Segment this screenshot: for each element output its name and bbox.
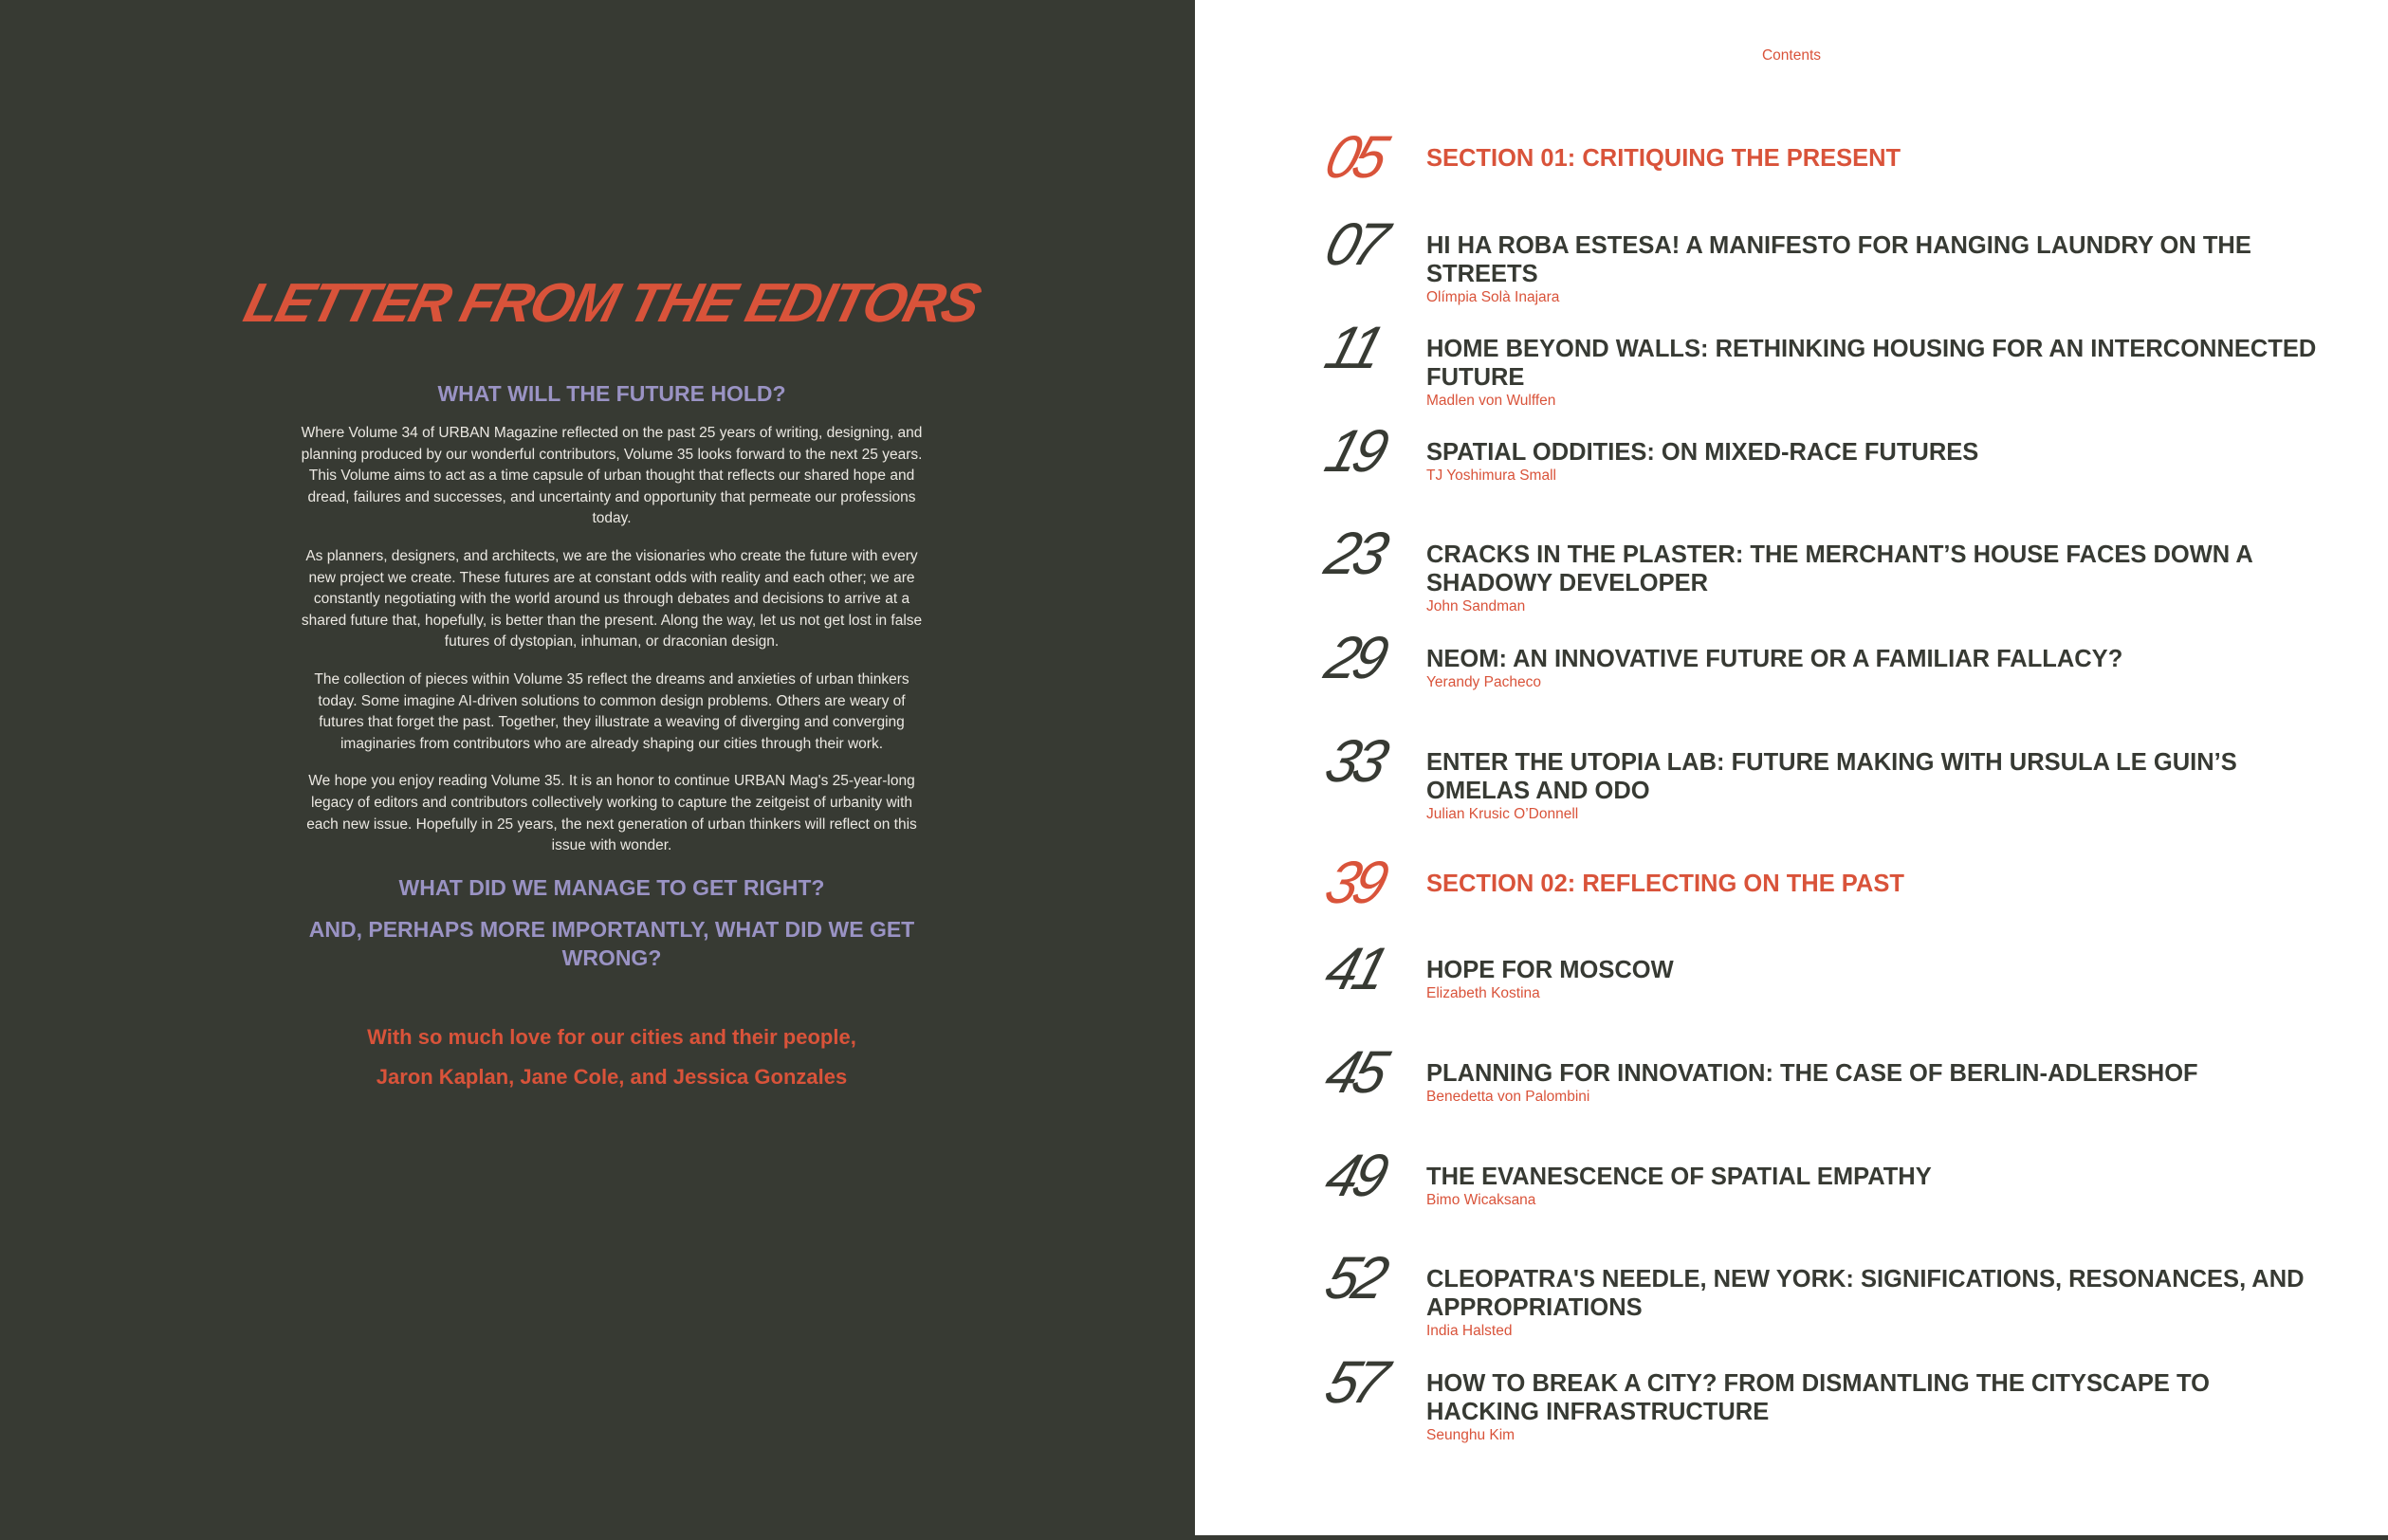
toc-page-number-text: 05 — [1318, 123, 1391, 191]
toc-author: Madlen von Wulffen — [1426, 393, 1556, 409]
toc-title: CLEOPATRA'S NEEDLE, NEW YORK: SIGNIFICATIONS, RESONANCES, AND APPROPRIATIONS — [1426, 1266, 2305, 1321]
toc-page-number — [1318, 123, 1422, 191]
toc-text — [1426, 335, 2318, 411]
letter-paragraph: As planners, designers, and architects, we are the visionaries who create the future with every new project we create. These futures are at constant odds with reality and each other; we are constantly negotiating with the world around us through debates and decisions to arrive at a shared future that, hopefully, is better than the present. Along the way, let us not get lost in false futures of dystopian, inhuman, or draconian design. — [301, 547, 923, 651]
letter-title: LETTER FROM THE EDITORS — [238, 272, 985, 334]
contents-page — [1195, 0, 2388, 1540]
toc-text — [1426, 645, 2318, 692]
toc-author: Benedetta von Palombini — [1426, 1089, 1590, 1105]
toc-text — [1426, 231, 2318, 307]
letter-editors: Jaron Kaplan, Jane Cole, and Jessica Gonzales — [376, 1064, 848, 1089]
toc-author: TJ Yoshimura Small — [1426, 468, 1556, 484]
toc-page-number-text: 52 — [1318, 1244, 1391, 1311]
toc-title: HI HA ROBA ESTESA! A MANIFESTO FOR HANGING LAUNDRY ON THE STREETS — [1426, 232, 2251, 287]
toc-page-number-text: 33 — [1318, 727, 1391, 795]
toc-page-number-text: 19 — [1318, 417, 1391, 485]
toc-text — [1426, 1369, 2318, 1445]
toc-author: Seunghu Kim — [1426, 1427, 1515, 1443]
toc-page-number-text: 23 — [1318, 520, 1391, 587]
toc-page-number — [1318, 1348, 1422, 1416]
toc-title: PLANNING FOR INNOVATION: THE CASE OF BERLIN-ADLERSHOF — [1426, 1060, 2198, 1087]
toc-page-number — [1318, 849, 1422, 916]
toc-title: SECTION 01: CRITIQUING THE PRESENT — [1426, 145, 1901, 172]
toc-page-number-text: 07 — [1318, 211, 1391, 278]
toc-author: Olímpia Solà Inajara — [1426, 289, 1560, 305]
toc-text — [1426, 1265, 2318, 1341]
toc-page-number — [1318, 1038, 1422, 1106]
letter-paragraph: Where Volume 34 of URBAN Magazine reflected on the past 25 years of writing, designing, and planning produced by our wonderful contributors, Volume 35 looks forward to the next 25 years. This Volume aims to act as a time capsule of urban thought that reflects our shared hope and dread, failures and successes, and uncertainty and opportunity that permeate our professions today. — [301, 425, 923, 527]
toc-text — [1426, 1059, 2318, 1107]
toc-text — [1426, 870, 2318, 898]
question-future: WHAT WILL THE FUTURE HOLD? — [437, 381, 786, 406]
question-wrong: AND, PERHAPS MORE IMPORTANTLY, WHAT DID WE GET WRONG? — [308, 916, 915, 970]
toc-title: SECTION 02: REFLECTING ON THE PAST — [1426, 871, 1904, 897]
toc-page-number-text: 57 — [1318, 1348, 1391, 1416]
letter-signoff: With so much love for our cities and their people, — [367, 1024, 856, 1049]
toc-page-number — [1318, 211, 1422, 278]
toc-page-number-text: 45 — [1318, 1038, 1391, 1106]
letter-body — [294, 379, 929, 1097]
toc-author: Bimo Wicaksana — [1426, 1192, 1536, 1208]
toc-text — [1426, 1163, 2318, 1210]
toc-title: HOPE FOR MOSCOW — [1426, 957, 1674, 983]
toc-author: India Halsted — [1426, 1323, 1513, 1339]
letter-paragraph: We hope you enjoy reading Volume 35. It is an honor to continue URBAN Mag's 25-year-long legacy of editors and contributors collectively working to capture the zeitgeist of urbanity with each new issue. Hopefully in 25 years, the next generation of urban thinkers will reflect on this issue with wonder. — [306, 773, 917, 854]
toc-author: Elizabeth Kostina — [1426, 985, 1540, 1001]
toc-page-number — [1318, 1244, 1422, 1311]
toc-author: John Sandman — [1426, 598, 1526, 614]
toc-title: HOME BEYOND WALLS: RETHINKING HOUSING FOR AN INTERCONNECTED FUTURE — [1426, 336, 2317, 391]
toc-page-number — [1318, 520, 1422, 587]
toc-title: ENTER THE UTOPIA LAB: FUTURE MAKING WITH URSULA LE GUIN’S OMELAS AND ODO — [1426, 749, 2237, 804]
toc-page-number — [1318, 1142, 1422, 1209]
toc-author: Yerandy Pacheco — [1426, 674, 1541, 690]
toc-text — [1426, 438, 2318, 486]
toc-page-number — [1318, 314, 1422, 381]
toc-title: THE EVANESCENCE OF SPATIAL EMPATHY — [1426, 1164, 1932, 1190]
toc-text — [1426, 541, 2318, 616]
toc-author: Julian Krusic O’Donnell — [1426, 806, 1579, 822]
toc-title: HOW TO BREAK A CITY? FROM DISMANTLING THE CITYSCAPE TO HACKING INFRASTRUCTURE — [1426, 1370, 2210, 1425]
toc-page-number — [1318, 935, 1422, 1002]
question-right: WHAT DID WE MANAGE TO GET RIGHT? — [398, 874, 825, 900]
toc-title: SPATIAL ODDITIES: ON MIXED-RACE FUTURES — [1426, 439, 1979, 466]
letter-paragraph: The collection of pieces within Volume 35 reflect the dreams and anxieties of urban thinkers today. Some imagine AI-driven solutions to common design problems. Others are weary of futures that forget the past. Together, they illustrate a weaving of diverging and converging imaginaries from contributors who are already shaping our cities through their work. — [314, 670, 909, 752]
toc-title: CRACKS IN THE PLASTER: THE MERCHANT’S HOUSE FACES DOWN A SHADOWY DEVELOPER — [1426, 541, 2252, 596]
toc-page-number — [1318, 417, 1422, 485]
toc-page-number-text: 49 — [1318, 1142, 1391, 1209]
toc-text — [1426, 956, 2318, 1003]
toc-text — [1426, 748, 2318, 824]
toc-page-number — [1318, 624, 1422, 691]
contents-label: Contents — [1761, 47, 1822, 64]
toc-title: NEOM: AN INNOVATIVE FUTURE OR A FAMILIAR FALLACY? — [1426, 646, 2123, 672]
toc-page-number-text: 29 — [1318, 624, 1391, 691]
page-divider — [1195, 1535, 2388, 1540]
toc-page-number-text: 41 — [1318, 935, 1391, 1002]
toc-page-number-text: 11 — [1318, 314, 1387, 381]
toc-page-number — [1318, 727, 1422, 795]
toc-text — [1426, 144, 2318, 173]
toc-page-number-text: 39 — [1318, 849, 1391, 916]
